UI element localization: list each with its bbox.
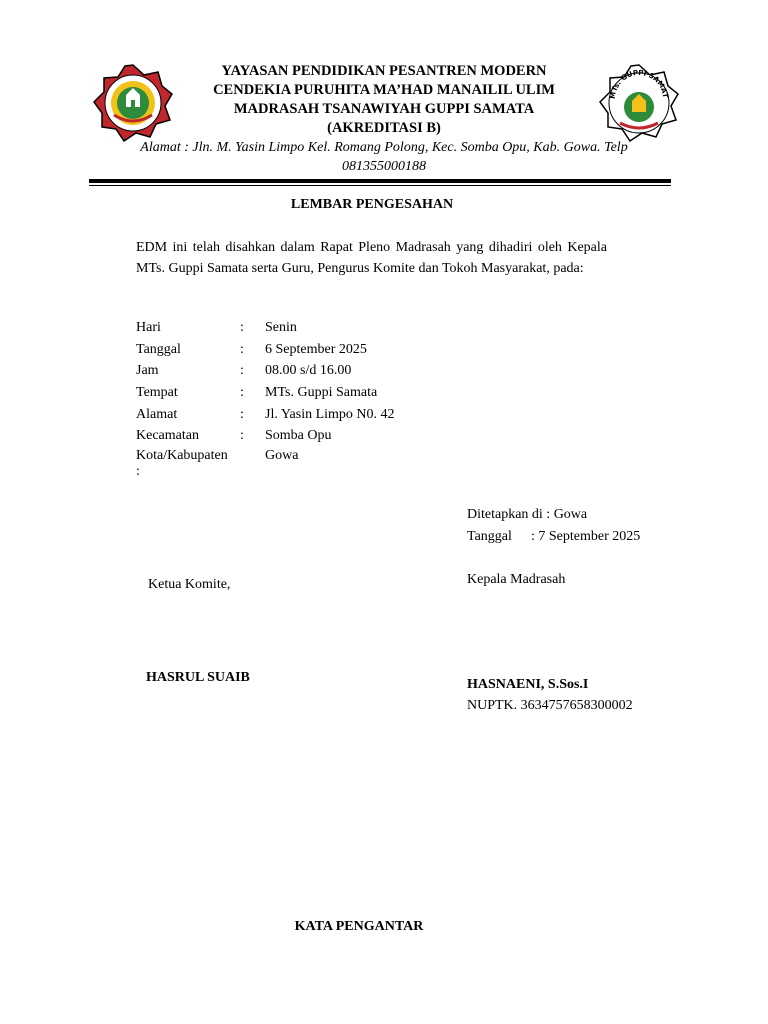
intro-paragraph: EDM ini telah disahkan dalam Rapat Pleno Madrasah yang dihadiri oleh Kepala MTs. Guppi Samata serta Guru, Pengurus Komite dan Tokoh Masyarakat, pada:	[136, 240, 607, 276]
detail-label: Jam	[136, 363, 159, 378]
detail-colon: :	[240, 428, 244, 443]
detail-colon: :	[240, 320, 244, 335]
kepala-madrasah-nuptk: NUPTK. 3634757658300002	[467, 698, 633, 713]
tanggal-label: Tanggal	[467, 529, 512, 544]
institution-name: CENDEKIA PURUHITA MA’HAD MANAILIL ULIM	[213, 82, 555, 98]
svg-text:MTs. GUPPI SAMATA: MTs. GUPPI SAMAT	[608, 68, 669, 100]
detail-label: Kecamatan	[136, 428, 199, 443]
ditetapkan-text: Ditetapkan di : Gowa	[467, 507, 588, 522]
detail-colon: :	[240, 385, 244, 400]
kepala-madrasah-role: Kepala Madrasah	[467, 572, 566, 587]
detail-label: Hari	[136, 320, 161, 335]
detail-label: Kota/Kabupaten :	[136, 448, 228, 479]
school-name: MADRASAH TSANAWIYAH GUPPI SAMATA	[233, 101, 535, 117]
detail-value: Senin	[265, 320, 297, 335]
detail-value: 6 September 2025	[265, 342, 367, 357]
foundation-name: YAYASAN PENDIDIKAN PESANTREN MODERN	[221, 63, 547, 79]
detail-value: Gowa	[265, 448, 299, 463]
right-school-logo	[598, 63, 680, 145]
detail-colon: :	[240, 342, 244, 357]
tanggal-value: : 7 September 2025	[531, 529, 641, 544]
detail-label: Alamat	[136, 407, 178, 422]
ketua-komite-name: HASRUL SUAIB	[146, 670, 250, 685]
detail-value: MTs. Guppi Samata	[265, 385, 378, 400]
page-title: LEMBAR PENGESAHAN	[290, 197, 454, 212]
next-section-title: KATA PENGANTAR	[294, 919, 424, 934]
detail-colon: :	[240, 407, 244, 422]
detail-value: 08.00 s/d 16.00	[265, 363, 352, 378]
header-divider-thin	[89, 185, 671, 186]
address-line-2: 081355000188	[342, 159, 426, 174]
detail-label: Tempat	[136, 385, 178, 400]
detail-label: Tanggal	[136, 342, 181, 357]
kepala-madrasah-name: HASNAENI, S.Sos.I	[467, 677, 589, 692]
detail-value: Somba Opu	[265, 428, 332, 443]
address-line-1: Alamat : Jln. M. Yasin Limpo Kel. Romang Polong, Kec. Somba Opu, Kab. Gowa. Telp	[140, 140, 628, 155]
detail-colon: :	[240, 363, 244, 378]
accreditation: (AKREDITASI B)	[327, 120, 441, 136]
detail-value: Jl. Yasin Limpo N0. 42	[265, 407, 395, 422]
ketua-komite-role: Ketua Komite,	[148, 577, 231, 592]
header-divider-thick	[89, 179, 671, 183]
